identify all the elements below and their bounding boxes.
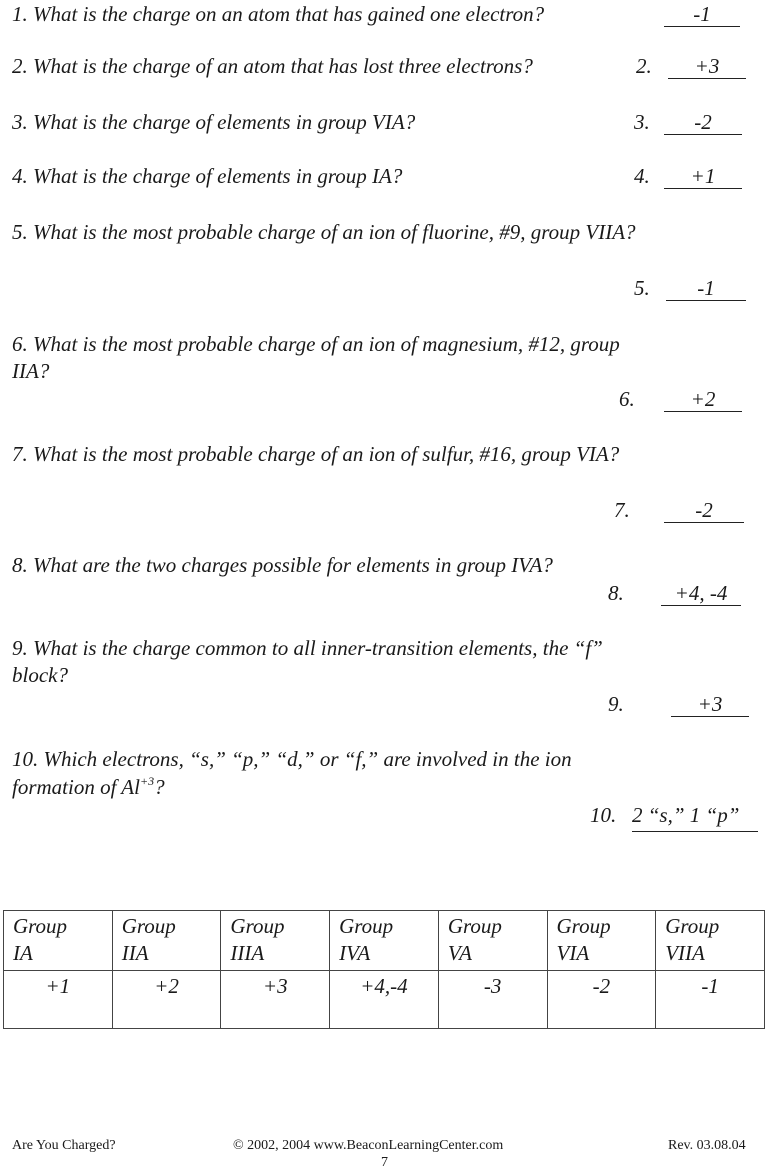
answer-2: +3: [668, 52, 746, 79]
answer-4: +1: [664, 162, 742, 189]
footer-revision: Rev. 03.08.04: [668, 1138, 746, 1153]
table-header-cell: [547, 911, 656, 971]
table-header-cell: [438, 911, 547, 971]
table-header-cell: [221, 911, 330, 971]
answer-label-10: 10.: [590, 803, 617, 827]
header-line1: Group: [556, 914, 611, 938]
table-cell: -1: [656, 971, 765, 1029]
answer-label-2: 2.: [636, 54, 652, 78]
table-row: [4, 971, 765, 1029]
table-cell: -3: [438, 971, 547, 1029]
question-4: 4. What is the charge of elements in group IA?: [12, 164, 403, 188]
footer-copyright: © 2002, 2004 www.BeaconLearningCenter.com: [233, 1138, 504, 1153]
table-cell: -2: [547, 971, 656, 1029]
question-10-line2-end: ?: [154, 775, 165, 799]
header-line2: VIA: [556, 941, 590, 965]
answer-10: 2 “s,” 1 “p”: [632, 801, 758, 832]
question-10: 10. Which electrons, “s,” “p,” “d,” or “f,” are involved in the ion: [12, 747, 572, 771]
answer-3: -2: [664, 108, 742, 135]
answer-6: +2: [664, 385, 742, 412]
answer-5: -1: [666, 274, 746, 301]
question-10-line2-text: formation of Al: [12, 775, 140, 799]
header-line1: Group: [665, 914, 720, 938]
answer-9: +3: [671, 690, 749, 717]
question-7: 7. What is the most probable charge of an ion of sulfur, #16, group VIA?: [12, 442, 620, 466]
table-header-cell: [4, 911, 113, 971]
footer-title: Are You Charged?: [12, 1138, 116, 1153]
answer-label-7: 7.: [614, 498, 630, 522]
answer-1: -1: [664, 0, 740, 27]
header-line1: Group: [339, 914, 394, 938]
header-line1: Group: [121, 914, 176, 938]
question-9: 9. What is the charge common to all inner-transition elements, the “f”: [12, 636, 603, 660]
table-header-row: [4, 911, 765, 971]
group-charges-table: [3, 910, 765, 1029]
header-line2: VA: [447, 941, 472, 965]
header-line2: IVA: [339, 941, 371, 965]
answer-label-4: 4.: [634, 164, 650, 188]
answer-8: +4, -4: [661, 579, 741, 606]
superscript-charge: +3: [139, 774, 155, 788]
header-line2: IIIA: [230, 941, 265, 965]
table-header-cell: [112, 911, 221, 971]
header-line2: IA: [13, 941, 33, 965]
header-line1: Group: [447, 914, 502, 938]
question-5: 5. What is the most probable charge of an ion of fluorine, #9, group VIIA?: [12, 220, 636, 244]
question-9-line2: block?: [12, 663, 68, 687]
question-3: 3. What is the charge of elements in group VIA?: [12, 110, 416, 134]
question-10-line2: [12, 773, 165, 801]
table-header-cell: [656, 911, 765, 971]
question-8: 8. What are the two charges possible for elements in group IVA?: [12, 553, 553, 577]
table-header-cell: [330, 911, 439, 971]
page-number: 7: [381, 1155, 388, 1170]
answer-label-9: 9.: [608, 692, 624, 716]
answer-label-6: 6.: [619, 387, 635, 411]
table-cell: +3: [221, 971, 330, 1029]
table-cell: +2: [112, 971, 221, 1029]
table-cell: +4,-4: [330, 971, 439, 1029]
answer-label-8: 8.: [608, 581, 624, 605]
header-line2: IIA: [121, 941, 149, 965]
answer-label-5: 5.: [634, 276, 650, 300]
answer-7: -2: [664, 496, 744, 523]
question-2: 2. What is the charge of an atom that has lost three electrons?: [12, 54, 533, 78]
header-line1: Group: [13, 914, 68, 938]
answer-label-3: 3.: [634, 110, 650, 134]
table-cell: +1: [4, 971, 113, 1029]
header-line2: VIIA: [665, 941, 705, 965]
header-line1: Group: [230, 914, 285, 938]
question-6: 6. What is the most probable charge of an ion of magnesium, #12, group: [12, 332, 620, 356]
question-1: 1. What is the charge on an atom that has gained one electron?: [12, 2, 545, 26]
question-6-line2: IIA?: [12, 359, 50, 383]
